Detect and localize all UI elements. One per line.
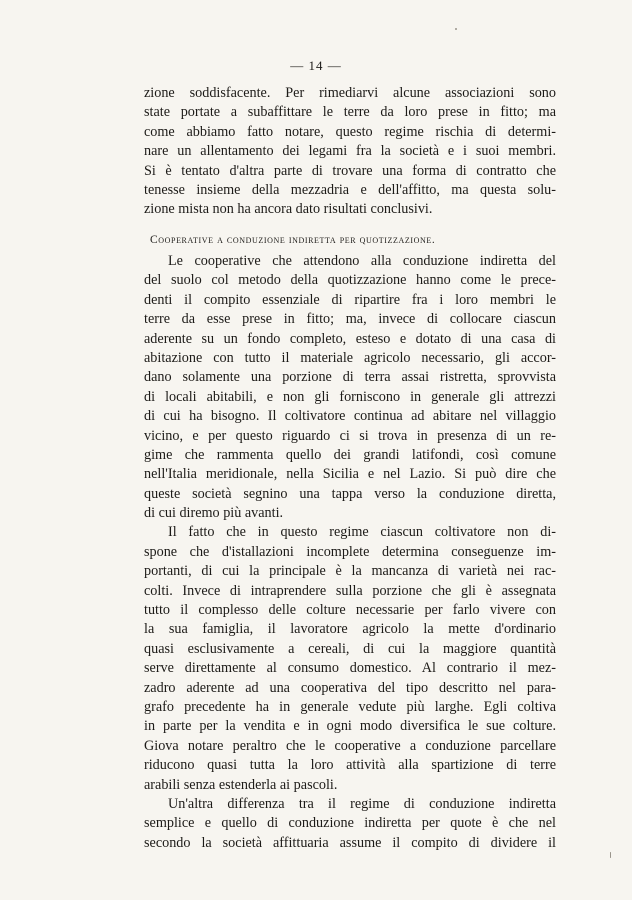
text-line: abitazione con tutto il materiale agricolo necessario, gli accor- — [144, 349, 556, 366]
text-line: Il fatto che in questo regime ciascun coltivatore non di- — [168, 524, 556, 541]
text-line: zione soddisfacente. Per rimediarvi alcune associazioni sono — [144, 85, 556, 101]
text-line: tutto il complesso delle colture necessarie per farlo vivere con — [144, 602, 556, 619]
text-line: queste società segnino una tappa verso la conduzione diretta, — [144, 485, 556, 502]
text-line: gime che rammenta quello dei grandi latifondi, così comune — [144, 446, 556, 463]
text-line: aderente su un fondo completo, esteso e dotato di una casa di — [144, 330, 556, 347]
text-line: Si è tentato d'altra parte di trovare una forma di contratto che — [144, 162, 556, 179]
text-line: in parte per la vendita e in ogni modo diversifica le sue colture. — [144, 718, 556, 735]
text-line: come abbiamo fatto notare, questo regime rischia di determi- — [144, 123, 556, 140]
text-line: vicino, e per questo riguardo ci si trova in presenza di un re- — [144, 427, 556, 444]
text-line: Giova notare peraltro che le cooperative a conduzione parcellare — [144, 737, 556, 754]
text-line: nell'Italia meridionale, nella Sicilia e nel Lazio. Si può dire che — [144, 466, 556, 483]
text-line: terre da esse prese in fitto; ma, invece di collocare ciascun — [144, 311, 556, 328]
page-number: — 14 — — [290, 58, 342, 73]
text-line: la sua famiglia, il lavoratore agricolo la mette d'ordinario — [144, 621, 556, 638]
text-line: Un'altra differenza tra il regime di conduzione indiretta — [168, 795, 556, 812]
text-line: di cui ha bisogno. Il coltivatore continua ad abitare nel villaggio — [144, 408, 556, 425]
text-line: dano solamente una porzione di terra assai ristretta, sprovvista — [144, 369, 556, 386]
text-line: denti il compito essenziale di ripartire fra i loro membri le — [144, 291, 556, 308]
text-line: state portate a subaffittare le terre da loro prese in fitto; ma — [144, 104, 556, 121]
text-line: portanti, di cui la principale è la mancanza di varietà nei rac- — [144, 563, 556, 580]
text-line: zadro aderente ad una cooperativa del tipo descritto nel para- — [144, 679, 556, 696]
text-line: tenesse insieme della mezzadria e dell'affitto, ma questa solu- — [144, 181, 556, 198]
paragraph-continuation — [144, 84, 556, 220]
text-line: di locali abitabili, e non gli forniscono in generale gli attrezzi — [144, 388, 556, 405]
text-line: spone che d'istallazioni incomplete determina conseguenze im- — [144, 543, 556, 560]
text-line: semplice e quello di conduzione indiretta per quote è che nel — [144, 815, 556, 832]
paper-speck — [455, 28, 457, 30]
text-line: zione mista non ha ancora dato risultati conclusivi. — [144, 201, 433, 218]
text-line: quasi esclusivamente a cereali, di cui la maggiore quantità — [144, 640, 556, 657]
text-line: colti. Invece di intraprendere sulla porzione che gli è assegnata — [144, 582, 556, 599]
text-line: di cui diremo più avanti. — [144, 505, 284, 522]
text-line: secondo la società affittuaria assume il compito di dividere il — [144, 834, 556, 851]
text-line: del suolo col metodo della quotizzazione hanno come le prece- — [144, 272, 556, 289]
text-line: riducono quasi tutta la loro attività alla spartizione di terre — [144, 757, 556, 774]
text-line: nare un allentamento dei legami fra la società e i suoi membri. — [144, 143, 556, 160]
text-line: Le cooperative che attendono alla conduzione indiretta del — [168, 253, 556, 269]
text-line: serve direttamente al consumo domestico. Al contrario il mez- — [144, 660, 556, 677]
paper-speck — [610, 852, 611, 858]
section-heading: Cooperative a conduzione indiretta per quotizzazione. — [150, 234, 436, 246]
text-line: arabili senza estenderla ai pascoli. — [144, 776, 338, 793]
text-line: grafo precedente ha in generale vedute più larghe. Egli coltiva — [144, 698, 556, 715]
section-body — [144, 252, 556, 853]
